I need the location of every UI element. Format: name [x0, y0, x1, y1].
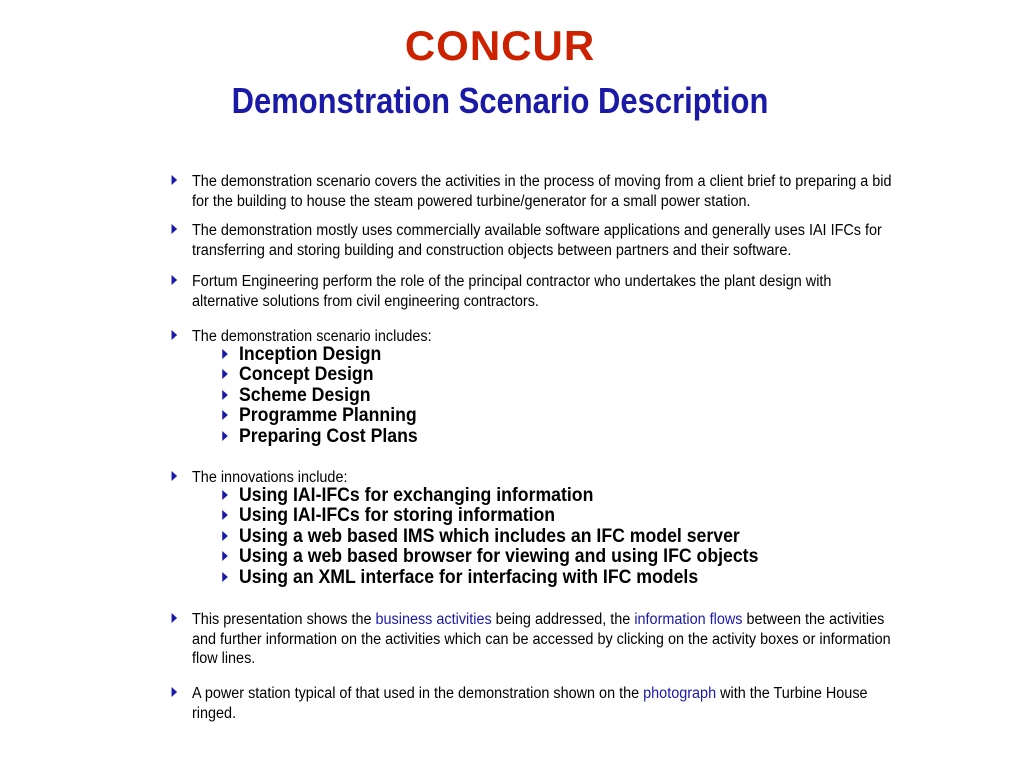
- bullet-fortum-role: [192, 272, 899, 311]
- bullet-arrow-icon: [172, 613, 178, 623]
- scenario-item-list: [239, 345, 418, 447]
- bullet-text: The innovations include:: [192, 469, 348, 486]
- bullet-scenario-overview: [192, 172, 899, 211]
- sub-bullet-arrow-icon: [222, 531, 228, 541]
- sub-bullet-arrow-icon: [222, 349, 228, 359]
- sub-bullet-arrow-icon: [222, 369, 228, 379]
- bullet-software-usage: [192, 221, 899, 260]
- bullet-text: Fortum Engineering perform the role of the principal contractor who undertakes the plant design with alternative solutions from civil engineering contractors.: [192, 273, 832, 310]
- scenario-item: Scheme Design: [239, 386, 418, 406]
- sub-bullet-arrow-icon: [222, 410, 228, 420]
- slide-title: CONCUR: [404, 22, 596, 69]
- innovation-item-list: [239, 486, 758, 588]
- innovation-item: Using an XML interface for interfacing with IFC models: [239, 568, 758, 588]
- bullet-text: The demonstration scenario includes:: [192, 328, 432, 345]
- bullet-arrow-icon: [172, 275, 178, 285]
- bullet-arrow-icon: [172, 224, 178, 234]
- bullet-arrow-icon: [172, 471, 178, 481]
- scenario-item: Preparing Cost Plans: [239, 427, 418, 447]
- bullet-text: The demonstration scenario covers the activities in the process of moving from a client brief to preparing a bid for the building to house the steam powered turbine/generator for a small power station.: [192, 173, 892, 210]
- scenario-item: Concept Design: [239, 365, 418, 385]
- sub-bullet-arrow-icon: [222, 490, 228, 500]
- innovation-item: Using IAI-IFCs for exchanging information: [239, 486, 758, 506]
- scenario-item: Programme Planning: [239, 406, 418, 426]
- innovation-item: Using a web based browser for viewing and using IFC objects: [239, 547, 758, 567]
- scenario-item: Inception Design: [239, 345, 418, 365]
- bullet-arrow-icon: [172, 687, 178, 697]
- sub-bullet-arrow-icon: [222, 510, 228, 520]
- sub-bullet-arrow-icon: [222, 431, 228, 441]
- bullet-presentation-info: This presentation shows the business activities being addressed, the information flows between the activities and further information on the activities which can be accessed by clicking on the activity boxes or information flow lines.: [192, 610, 899, 669]
- photograph-link[interactable]: photograph: [643, 685, 717, 702]
- business-activities-link[interactable]: business activities: [375, 611, 492, 628]
- bullet-power-station: A power station typical of that used in the demonstration shown on the photograph with the Turbine House ringed.: [192, 684, 899, 723]
- information-flows-link[interactable]: information flows: [634, 611, 743, 628]
- sub-bullet-arrow-icon: [222, 390, 228, 400]
- bullet-arrow-icon: [172, 175, 178, 185]
- sub-bullet-arrow-icon: [222, 572, 228, 582]
- sub-bullet-arrow-icon: [222, 551, 228, 561]
- slide-subtitle: Demonstration Scenario Description: [231, 80, 769, 121]
- innovation-item: Using a web based IMS which includes an IFC model server: [239, 527, 758, 547]
- bullet-text: The demonstration mostly uses commercially available software applications and generally uses IAI IFCs for transferring and storing building and construction objects between partners and their software.: [192, 222, 882, 259]
- bullet-arrow-icon: [172, 330, 178, 340]
- innovation-item: Using IAI-IFCs for storing information: [239, 506, 758, 526]
